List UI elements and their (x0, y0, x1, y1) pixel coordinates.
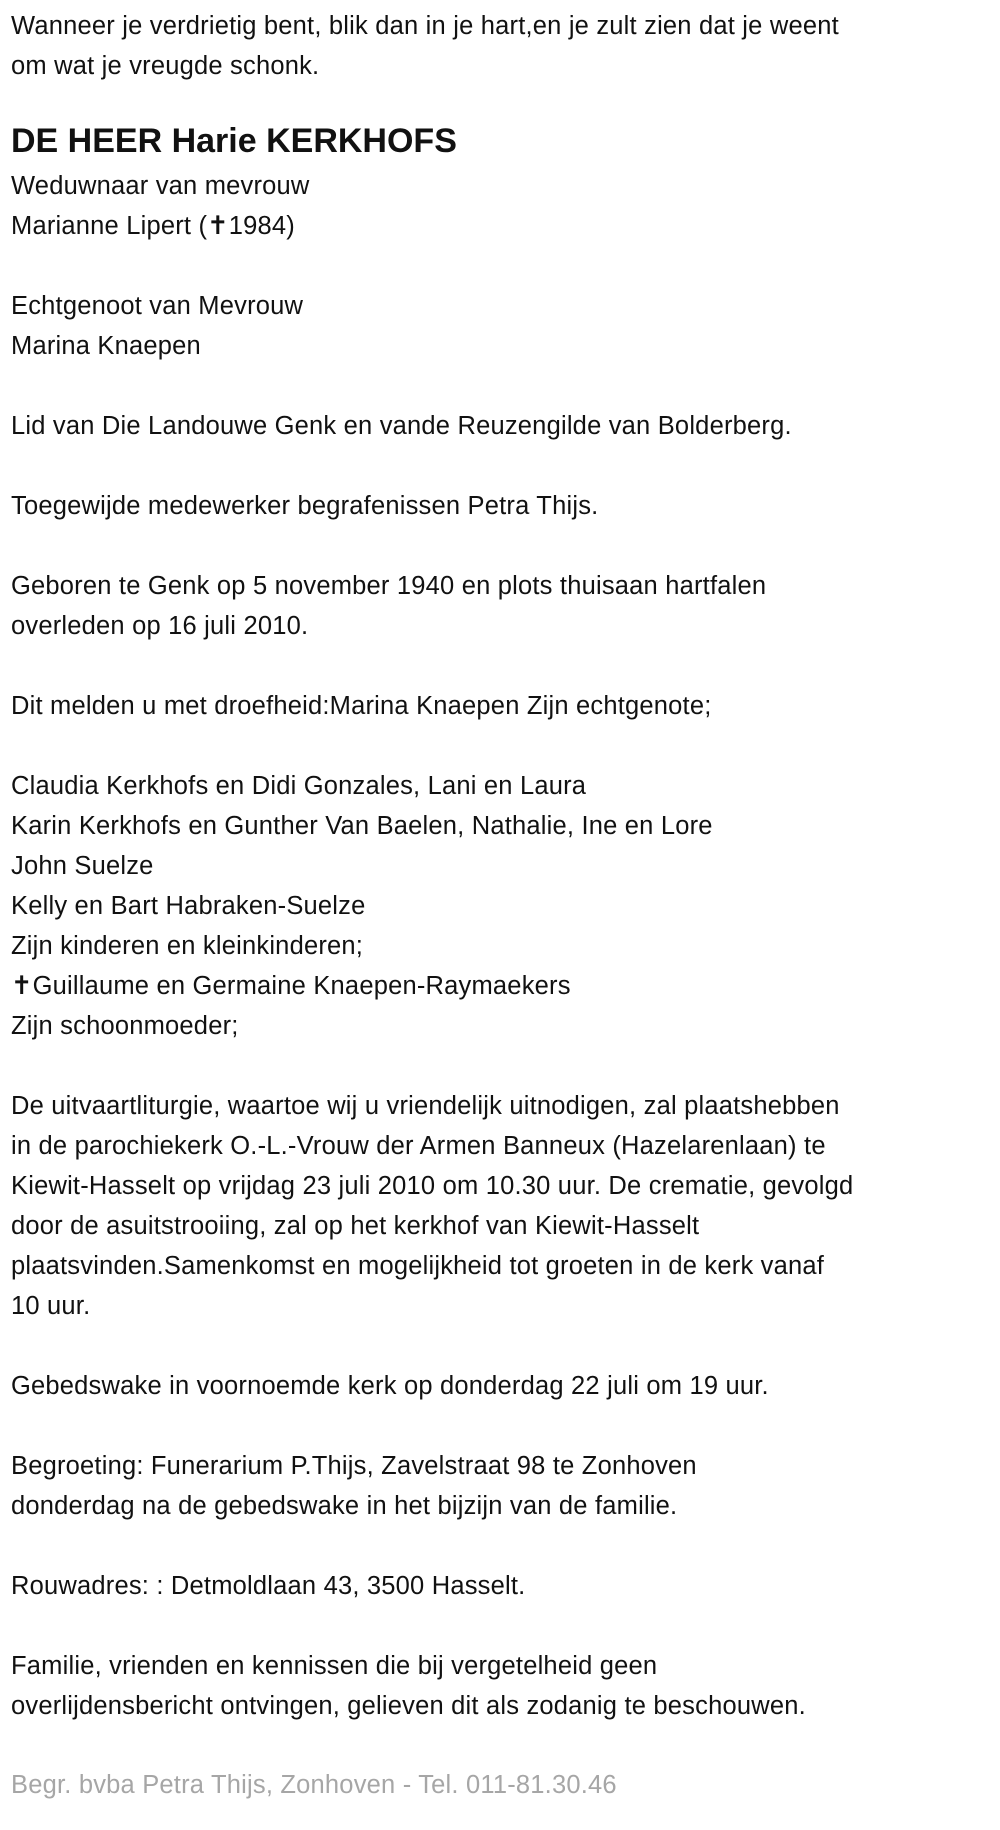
paragraph (11, 1086, 990, 1326)
paragraph-gap (11, 1326, 990, 1366)
paragraph (11, 766, 990, 1046)
paragraph (11, 1646, 990, 1726)
obituary-body (11, 166, 990, 1726)
paragraph (11, 286, 990, 366)
text-line: Familie, vrienden en kennissen die bij vergetelheid geen (11, 1652, 658, 1680)
paragraph-gap (11, 1526, 990, 1566)
paragraph (11, 166, 990, 246)
paragraph-gap (11, 1606, 990, 1646)
text-line: 10 uur. (11, 1292, 91, 1320)
text-line: ✝Guillaume en Germaine Knaepen-Raymaekers (11, 972, 571, 1000)
paragraph-gap (11, 726, 990, 766)
paragraph-gap (11, 446, 990, 486)
paragraph-gap (11, 1046, 990, 1086)
text-line: Weduwnaar van mevrouw (11, 172, 310, 200)
intro-line: Wanneer je verdrietig bent, blik dan in je hart,en je zult zien dat je weent (11, 12, 839, 40)
text-line: Kelly en Bart Habraken-Suelze (11, 892, 366, 920)
text-line: Marianne Lipert (✝1984) (11, 212, 295, 240)
paragraph (11, 406, 990, 446)
text-line: Claudia Kerkhofs en Didi Gonzales, Lani en Laura (11, 772, 587, 800)
paragraph-gap (11, 366, 990, 406)
text-line: Karin Kerkhofs en Gunther Van Baelen, Nathalie, Ine en Lore (11, 812, 713, 840)
text-line: Rouwadres: : Detmoldlaan 43, 3500 Hasselt. (11, 1572, 526, 1600)
text-line: Geboren te Genk op 5 november 1940 en plots thuisaan hartfalen (11, 572, 767, 600)
text-line: in de parochiekerk O.-L.-Vrouw der Armen Banneux (Hazelarenlaan) te (11, 1132, 826, 1160)
paragraph (11, 566, 990, 646)
text-line: Kiewit-Hasselt op vrijdag 23 juli 2010 om 10.30 uur. De crematie, gevolgd (11, 1172, 854, 1200)
text-line: John Suelze (11, 852, 154, 880)
intro-quote (11, 6, 990, 86)
text-line: Lid van Die Landouwe Genk en vande Reuzengilde van Bolderberg. (11, 412, 792, 440)
text-line: Begroeting: Funerarium P.Thijs, Zavelstraat 98 te Zonhoven (11, 1452, 697, 1480)
text-line: door de asuitstrooiing, zal op het kerkhof van Kiewit-Hasselt (11, 1212, 700, 1240)
paragraph-gap (11, 246, 990, 286)
paragraph (11, 1566, 990, 1606)
text-line: Dit melden u met droefheid:Marina Knaepen Zijn echtgenote; (11, 692, 712, 720)
paragraph-gap (11, 526, 990, 566)
paragraph (11, 686, 990, 726)
text-line: plaatsvinden.Samenkomst en mogelijkheid tot groeten in de kerk vanaf (11, 1252, 825, 1280)
text-line: Gebedswake in voornoemde kerk op donderdag 22 juli om 19 uur. (11, 1372, 769, 1400)
text-line: Marina Knaepen (11, 332, 201, 360)
text-line: overleden op 16 juli 2010. (11, 612, 309, 640)
paragraph (11, 486, 990, 526)
intro-line: om wat je vreugde schonk. (11, 52, 320, 80)
funeral-home-footer: Begr. bvba Petra Thijs, Zonhoven - Tel. 011-81.30.46 (11, 1771, 617, 1799)
text-line: Zijn kinderen en kleinkinderen; (11, 932, 364, 960)
text-line: Toegewijde medewerker begrafenissen Petra Thijs. (11, 492, 599, 520)
paragraph (11, 1366, 990, 1406)
text-line: Zijn schoonmoeder; (11, 1012, 239, 1040)
text-line: donderdag na de gebedswake in het bijzijn van de familie. (11, 1492, 678, 1520)
text-line: Echtgenoot van Mevrouw (11, 292, 304, 320)
paragraph (11, 1446, 990, 1526)
text-line: overlijdensbericht ontvingen, gelieven dit als zodanig te beschouwen. (11, 1692, 806, 1720)
text-line: De uitvaartliturgie, waartoe wij u vriendelijk uitnodigen, zal plaatshebben (11, 1092, 840, 1120)
paragraph-gap (11, 646, 990, 686)
deceased-name: DE HEER Harie KERKHOFS (11, 122, 457, 160)
paragraph-gap (11, 1406, 990, 1446)
